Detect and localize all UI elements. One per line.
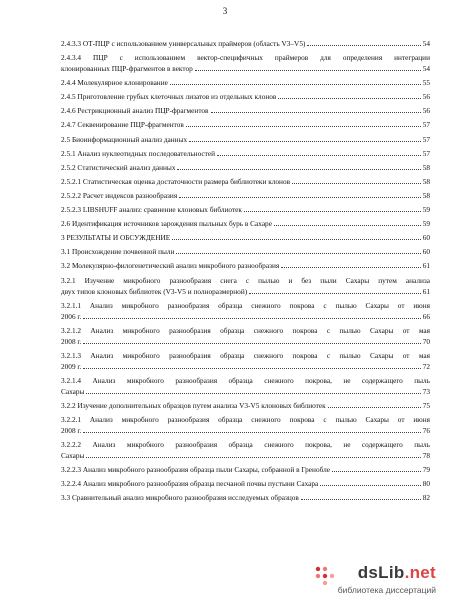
toc-entry (61, 275, 430, 297)
table-of-contents (61, 38, 430, 507)
toc-dot-leader (211, 112, 421, 113)
toc-entry-title: двух типов клоновых библиотек (V3-V5 и полноразмерной) (61, 286, 248, 296)
toc-entry-second-line (61, 450, 430, 461)
toc-entry-title: 2.4.4 Молекулярное клонирование (61, 78, 168, 88)
watermark (316, 563, 436, 599)
toc-dot-leader (281, 267, 420, 268)
toc-entry-page: 72 (422, 361, 430, 371)
toc-entry-title: 2009 г. (61, 361, 82, 371)
toc-entry-first-line: 3.2.1 Изучение микробного разнообразия снега с пылью и без пыли Сахары путем анализа (61, 275, 430, 285)
toc-entry-title: Сахары (61, 451, 85, 461)
toc-entry (61, 464, 430, 475)
toc-dot-leader (189, 141, 421, 142)
toc-entry (61, 119, 430, 130)
toc-entry (61, 492, 430, 503)
toc-entry-title: 3.2.2.3 Анализ микробного разнообразия образца пыли Сахары, собранной в Гренобле (61, 465, 331, 475)
toc-entry-second-line (61, 425, 430, 436)
toc-entry-page: 61 (422, 261, 430, 271)
toc-dot-leader (83, 318, 420, 319)
toc-entry-first-line: 3.2.1.2 Анализ микробного разнообразия образца снежного покрова с пылью Сахары от мая (61, 325, 430, 335)
toc-entry (61, 400, 430, 411)
toc-entry-page: 76 (422, 426, 430, 436)
toc-entry-page: 58 (422, 176, 430, 186)
toc-dot-leader (332, 471, 421, 472)
toc-entry-page: 56 (422, 106, 430, 116)
toc-entry-title: 3.3 Сравнительный анализ микробного разнообразия исследуемых образцов (61, 493, 299, 503)
toc-entry-first-line: 3.2.2.2 Анализ микробного разнообразия образца снежного покрова, не содержащего пыль (61, 440, 430, 450)
toc-entry (61, 218, 430, 229)
toc-entry-second-line (61, 286, 430, 297)
toc-entry-page: 78 (422, 451, 430, 461)
toc-entry-page: 66 (422, 311, 430, 321)
toc-entry-page: 82 (422, 493, 430, 503)
toc-entry-second-line (61, 311, 430, 322)
toc-entry (61, 190, 430, 201)
toc-entry-page: 70 (422, 336, 430, 346)
toc-entry (61, 478, 430, 489)
toc-dot-leader (176, 253, 420, 254)
toc-entry-title: 2.4.5 Приготовление грубых клеточных лизатов из отдельных клонов (61, 92, 277, 102)
toc-entry (61, 162, 430, 173)
toc-entry (61, 414, 430, 436)
toc-entry-second-line (61, 336, 430, 347)
toc-entry-page: 55 (422, 78, 430, 88)
toc-entry-first-line: 3.2.1.3 Анализ микробного разнообразия образца снежного покрова с пылью Сахары от мая (61, 350, 430, 360)
toc-entry (61, 52, 430, 74)
toc-entry (61, 148, 430, 159)
toc-entry (61, 232, 430, 243)
toc-entry (61, 375, 430, 397)
toc-dot-leader (172, 239, 420, 240)
toc-entry (61, 325, 430, 347)
toc-entry (61, 300, 430, 322)
toc-entry-title: 2.4.7 Секвенирование ПЦР-фрагментов (61, 120, 184, 130)
toc-entry-title: 2.5.1 Анализ нуклеотидных последовательностей (61, 148, 215, 158)
toc-dot-leader (83, 432, 420, 433)
toc-entry (61, 91, 430, 102)
toc-entry-title: 3.2.2 Изучение дополнительных образцов путем анализа V3-V5 клоновых библиотек (61, 400, 326, 410)
toc-dot-leader (186, 126, 421, 127)
toc-entry-first-line: 3.2.1.4 Анализ микробного разнообразия образца снежного покрова, не содержащего пыль (61, 375, 430, 385)
toc-dot-leader (83, 343, 420, 344)
toc-entry-title: 3.2 Молекулярно-филогенетический анализ микробного разнообразия (61, 261, 280, 271)
toc-entry-page: 54 (422, 64, 430, 74)
toc-dot-leader (301, 499, 421, 500)
toc-entry-page: 54 (422, 39, 430, 48)
toc-entry-title: 2.5.2 Статистический анализ данных (61, 162, 176, 172)
watermark-logo-main: dsLib (357, 563, 405, 582)
toc-entry-first-line: 3.2.2.1 Анализ микробного разнообразия образца снежного покрова с пылью Сахары от июня (61, 415, 430, 425)
toc-entry-page: 75 (422, 400, 430, 410)
toc-dot-leader (249, 293, 421, 294)
toc-entry-title: 3.2.2.4 Анализ микробного разнообразия образца песчаной почвы пустыни Сахара (61, 479, 319, 489)
toc-entry (61, 105, 430, 116)
toc-entry-first-line: 3.2.1.1 Анализ микробного разнообразия образца снежного покрова с пылью Сахары от июня (61, 300, 430, 310)
toc-dot-leader (307, 45, 420, 46)
dots-logo-icon (314, 565, 336, 587)
toc-entry-page: 58 (422, 190, 430, 200)
toc-dot-leader (177, 169, 420, 170)
toc-entry-title: 3 РЕЗУЛЬТАТЫ И ОБСУЖДЕНИЕ (61, 233, 171, 243)
toc-entry-page: 80 (422, 479, 430, 489)
toc-entry-page: 73 (422, 386, 430, 396)
toc-entry-title: 2.4.3.3 ОТ-ПЦР с использованием универсальных праймеров (область V3–V5) (61, 39, 306, 48)
toc-dot-leader (217, 155, 421, 156)
toc-entry-title: 3.1 Происхождение почвенной пыли (61, 247, 175, 257)
toc-entry (61, 176, 430, 187)
toc-entry-title: Сахары (61, 386, 85, 396)
toc-entry-page: 57 (422, 148, 430, 158)
toc-entry (61, 439, 430, 461)
toc-entry-title: 2.4.6 Рестрикционный анализ ПЦР-фрагментов (61, 106, 209, 116)
toc-entry-first-line: 2.4.3.4 ПЦР с использованием вектор-специфичных праймеров для определения интеграции (61, 53, 430, 63)
toc-entry-page: 60 (422, 233, 430, 243)
toc-dot-leader (292, 183, 421, 184)
toc-entry-page: 56 (422, 92, 430, 102)
toc-entry-title: 2.5.2.2 Расчет индексов разнообразия (61, 190, 178, 200)
watermark-logo (358, 563, 436, 583)
toc-entry-second-line (61, 63, 430, 74)
toc-dot-leader (86, 457, 420, 458)
toc-entry-title: 2008 г. (61, 426, 82, 436)
toc-entry (61, 38, 430, 49)
toc-dot-leader (83, 368, 420, 369)
toc-entry (61, 350, 430, 372)
toc-dot-leader (274, 225, 421, 226)
toc-entry-page: 61 (422, 286, 430, 296)
toc-entry-title: 2.6 Идентификация источников зарождения пыльных бурь в Сахаре (61, 219, 272, 229)
toc-entry-page: 79 (422, 465, 430, 475)
toc-dot-leader (86, 393, 420, 394)
toc-entry-second-line (61, 386, 430, 397)
toc-entry (61, 134, 430, 145)
toc-dot-leader (320, 485, 420, 486)
toc-entry (61, 260, 430, 271)
toc-dot-leader (195, 70, 421, 71)
toc-entry-title: 2.5 Биоинформационный анализ данных (61, 134, 188, 144)
toc-entry-second-line (61, 361, 430, 372)
toc-dot-leader (328, 407, 421, 408)
toc-entry (61, 204, 430, 215)
toc-entry-page: 58 (422, 162, 430, 172)
toc-entry-title: 2.5.2.1 Статистическая оценка достаточности размера библиотеки клонов (61, 176, 291, 186)
watermark-subtitle: библиотека диссертаций (337, 585, 436, 595)
watermark-logo-tld: .net (404, 563, 436, 582)
toc-entry-title: 2.5.2.3 LIBSHUFF анализ: сравнение клоновых библиотек (61, 205, 242, 215)
toc-dot-leader (244, 211, 421, 212)
toc-entry-page: 57 (422, 120, 430, 130)
toc-dot-leader (170, 84, 421, 85)
toc-entry (61, 77, 430, 88)
toc-entry-title: 2008 г. (61, 336, 82, 346)
toc-entry-page: 59 (422, 219, 430, 229)
toc-dot-leader (179, 197, 421, 198)
toc-entry-page: 59 (422, 205, 430, 215)
toc-entry-title: клонированных ПЦР-фрагментов в вектор (61, 64, 193, 74)
toc-entry-title: 2006 г. (61, 311, 82, 321)
toc-dot-leader (278, 98, 420, 99)
toc-entry-page: 60 (422, 247, 430, 257)
toc-entry (61, 246, 430, 257)
toc-entry-page: 57 (422, 134, 430, 144)
page-number: 3 (222, 6, 228, 16)
